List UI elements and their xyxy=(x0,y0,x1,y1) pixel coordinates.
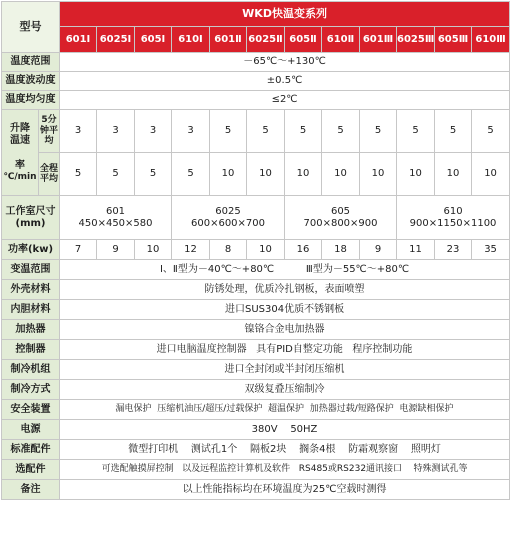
model-header: 610Ⅱ xyxy=(322,27,360,53)
model-label: 型号 xyxy=(2,2,60,53)
power-supply-label: 电源 xyxy=(2,420,60,440)
rate-5min-value: 5 xyxy=(322,110,360,153)
controller-label: 控制器 xyxy=(2,340,60,360)
rate-5min-value: 5 xyxy=(435,110,472,153)
work-size-label: 工作室尺寸 (mm) xyxy=(2,196,60,240)
temp-uniform-value: ≤2℃ xyxy=(60,91,510,110)
compressor-label: 制冷机组 xyxy=(2,360,60,380)
rate-5min-value: 3 xyxy=(60,110,97,153)
rate-full-value: 10 xyxy=(472,153,510,196)
rate-5min-value: 5 xyxy=(397,110,435,153)
spec-table xyxy=(1,1,510,500)
rate-5min-value: 5 xyxy=(472,110,510,153)
power-value: 10 xyxy=(135,240,172,260)
rate-5min-value: 5 xyxy=(210,110,247,153)
power-supply-value: 380V 50HZ xyxy=(60,420,510,440)
work-size-cell: 610 900×1150×1100 xyxy=(397,196,510,240)
power-label: 功率(kw) xyxy=(2,240,60,260)
power-value: 16 xyxy=(285,240,322,260)
model-header: 6025Ⅱ xyxy=(247,27,285,53)
rate-full-value: 10 xyxy=(285,153,322,196)
standard-label: 标准配件 xyxy=(2,440,60,460)
power-value: 9 xyxy=(97,240,135,260)
note-label: 备注 xyxy=(2,480,60,500)
temp-uniform-label: 温度均匀度 xyxy=(2,91,60,110)
outer-value: 防锈处理，优质冷扎钢板，表面喷塑 xyxy=(60,280,510,300)
work-size-cell: 6025 600×600×700 xyxy=(172,196,285,240)
rate-full-value: 10 xyxy=(360,153,397,196)
model-header: 610Ⅰ xyxy=(172,27,210,53)
range-type-label: 变温范围 xyxy=(2,260,60,280)
rate-full-value: 10 xyxy=(435,153,472,196)
heater-value: 镍铬合金电加热器 xyxy=(60,320,510,340)
work-size-cell: 605 700×800×900 xyxy=(285,196,397,240)
spec-sheet xyxy=(1,1,506,542)
optional-value: 可选配触摸屏控制 以及远程监控计算机及软件 RS485或RS232通讯接口 特殊测试孔等 xyxy=(60,460,510,480)
rate-full-label: 全程 平均 xyxy=(39,153,60,196)
rate-5min-label: 5分 钟平 均 xyxy=(39,110,60,153)
power-value: 7 xyxy=(60,240,97,260)
model-header: 605Ⅲ xyxy=(435,27,472,53)
temp-range-label: 温度范围 xyxy=(2,53,60,72)
power-value: 23 xyxy=(435,240,472,260)
model-header: 6025Ⅰ xyxy=(97,27,135,53)
rate-5min-value: 3 xyxy=(135,110,172,153)
rate-full-value: 10 xyxy=(322,153,360,196)
controller-value: 进口电脑温度控制器 具有PID自整定功能 程序控制功能 xyxy=(60,340,510,360)
rate-group-label: 升降 温速 率 ℃/min xyxy=(2,110,39,196)
inner-value: 进口SUS304优质不锈钢板 xyxy=(60,300,510,320)
rate-full-value: 5 xyxy=(172,153,210,196)
compressor-value: 进口全封闭或半封闭压缩机 xyxy=(60,360,510,380)
work-size-cell: 601 450×450×580 xyxy=(60,196,172,240)
standard-value: 微型打印机 测试孔1个 隔板2块 搁条4根 防霜观察窗 照明灯 xyxy=(60,440,510,460)
safety-value: 漏电保护 压缩机油压/超压/过载保护 超温保护 加热器过载/短路保护 电源缺相保护 xyxy=(60,400,510,420)
rate-5min-value: 5 xyxy=(247,110,285,153)
power-value: 35 xyxy=(472,240,510,260)
power-value: 11 xyxy=(397,240,435,260)
outer-label: 外壳材料 xyxy=(2,280,60,300)
rate-5min-value: 3 xyxy=(97,110,135,153)
rate-full-value: 10 xyxy=(210,153,247,196)
rate-5min-value: 5 xyxy=(360,110,397,153)
inner-label: 内胆材料 xyxy=(2,300,60,320)
temp-fluct-value: ±0.5℃ xyxy=(60,72,510,91)
series-title: WKD快温变系列 xyxy=(60,2,510,27)
rate-full-value: 10 xyxy=(247,153,285,196)
rate-5min-value: 3 xyxy=(172,110,210,153)
temp-fluct-label: 温度波动度 xyxy=(2,72,60,91)
rate-5min-value: 5 xyxy=(285,110,322,153)
rate-full-value: 5 xyxy=(135,153,172,196)
rate-full-value: 10 xyxy=(397,153,435,196)
model-header: 601Ⅲ xyxy=(360,27,397,53)
rate-full-value: 5 xyxy=(60,153,97,196)
rate-full-value: 5 xyxy=(97,153,135,196)
model-header: 601Ⅰ xyxy=(60,27,97,53)
cooling-label: 制冷方式 xyxy=(2,380,60,400)
power-value: 10 xyxy=(247,240,285,260)
model-header: 605Ⅰ xyxy=(135,27,172,53)
note-value: 以上性能指标均在环境温度为25℃空载时测得 xyxy=(60,480,510,500)
range-type-value: Ⅰ、Ⅱ型为－40℃～+80℃ Ⅲ型为－55℃～+80℃ xyxy=(60,260,510,280)
model-header: 601Ⅱ xyxy=(210,27,247,53)
model-header: 605Ⅱ xyxy=(285,27,322,53)
power-value: 12 xyxy=(172,240,210,260)
model-header: 6025Ⅲ xyxy=(397,27,435,53)
optional-label: 选配件 xyxy=(2,460,60,480)
temp-range-value: －65℃～+130℃ xyxy=(60,53,510,72)
power-value: 18 xyxy=(322,240,360,260)
power-value: 9 xyxy=(360,240,397,260)
power-value: 8 xyxy=(210,240,247,260)
model-header: 610Ⅲ xyxy=(472,27,510,53)
cooling-value: 双级复叠压缩制冷 xyxy=(60,380,510,400)
heater-label: 加热器 xyxy=(2,320,60,340)
safety-label: 安全装置 xyxy=(2,400,60,420)
